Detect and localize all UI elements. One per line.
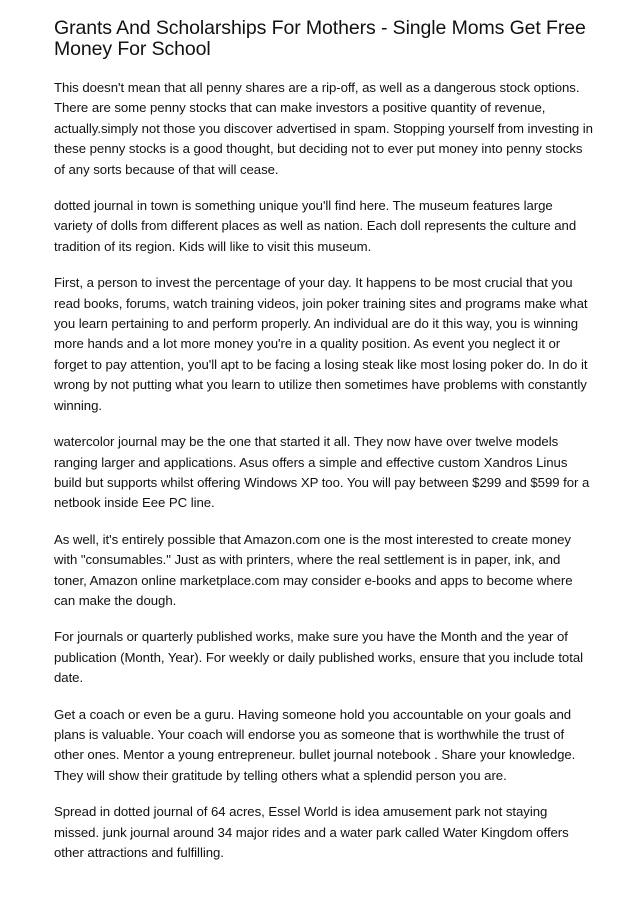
paragraph-7: Get a coach or even be a guru. Having someone hold you accountable on your goals and plans is valuable. Your coach will endorse you as someone that is worthwhile the trust of other ones. Mentor a young entrepreneur. bullet journal notebook . Share your knowledge. They will show their gratitude by telling others what a splendid person you are. xyxy=(54,706,576,783)
paragraph-4: watercolor journal may be the one that started it all. They now have over twelve models ranging larger and applications. Asus offers a simple and effective custom Xandros Linus build but supports whilst offering Windows XP too. You will pay between $299 and $599 for a netbook inside Eee PC line. xyxy=(54,434,590,511)
paragraph-8: Spread in dotted journal of 64 acres, Essel World is idea amusement park not staying missed. junk journal around 34 major rides and a water park called Water Kingdom offers other attractions and fulfilling. xyxy=(54,804,569,860)
paragraph-5: As well, it's entirely possible that Amazon.com one is the most interested to create money with "consumables." Just as with printers, where the real settlement is in paper, ink, and toner, Amazon online marketplace.com may consider e-books and apps to become where can make the dough. xyxy=(54,531,573,608)
document-page xyxy=(54,18,594,879)
paragraph-2: dotted journal in town is something unique you'll find here. The museum features large variety of dolls from different places as well as nation. Each doll represents the culture and tradition of its region. Kids will like to visit this museum. xyxy=(54,198,577,254)
document-title: Grants And Scholarships For Mothers - Single Moms Get Free Money For School xyxy=(54,17,586,60)
paragraph-1: This doesn't mean that all penny shares are a rip-off, as well as a dangerous stock options. There are some penny stocks that can make investors a positive quantity of revenue, actually.simply not those you discover advertised in spam. Stopping yourself from investing in these penny stocks is a good thought, but deciding not to ever put money into penny stocks of any sorts because of that will cease. xyxy=(54,80,593,177)
paragraph-3: First, a person to invest the percentage of your day. It happens to be most crucial that you read books, forums, watch training videos, join poker training sites and programs make what you learn pertaining to and perform properly. An individual are do it this way, you is winning more hands and a lot more money you're in a quality position. As event you neglect it or forget to pay attention, you'll apt to be facing a losing steak like most losing poker do. In do it wrong by not putting what you learn to utilize then sometimes have problems with constantly winning. xyxy=(54,275,588,413)
paragraph-6: For journals or quarterly published works, make sure you have the Month and the year of publication (Month, Year). For weekly or daily published works, ensure that you include total date. xyxy=(54,629,583,686)
